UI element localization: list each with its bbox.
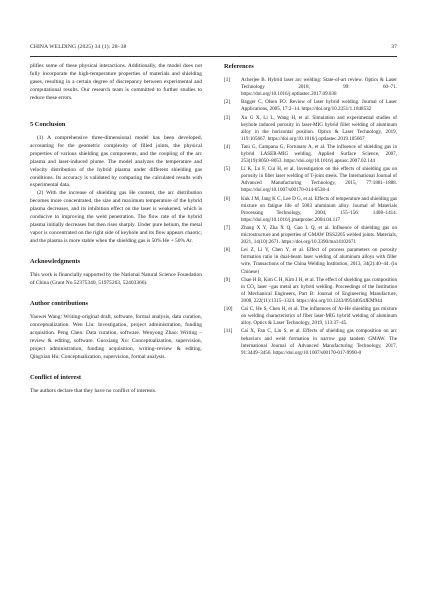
header-rule [30,56,397,57]
acknowledgments-heading: Acknowledgments [30,258,81,266]
reference-text: Bagger C, Olsen FO. Review of laser hybrid welding. Journal of Laser Applications, 2005, 17:2–14. https://doi.org/10.2351/1.1848532 [241,99,397,113]
reference-text: Kuk J M, Jang K C, Lee D G, et al. Effects of temperature and shielding gas mixture on fatigue life of 5083 aluminum alloy. Journal of Materials Processing Technology, 2004, 155–156: 1408–1414. https://doi.org/10.1016/j.jmatprotec.2004.04.117 [241,195,397,223]
reference-number: [9] [224,276,230,283]
reference-number: [7] [224,225,230,232]
conflict-heading: Conflict of interest [30,373,81,381]
reference-item [224,306,397,327]
references-heading: References [224,63,254,70]
author-contributions-heading: Author contributions [30,300,88,308]
reference-item [224,99,397,113]
reference-number: [2] [224,99,230,106]
acknowledgments-text: This work is financially supported by the National Natural Science Foundation of China (Grant No.52375340, 51975263, 52403366). [30,272,202,287]
reference-number: [1] [224,77,230,83]
reference-text: Li K, Lu F, Cui H, et al. Investigation on the effects of shielding gas on porosity in fiber laser welding of T-joint steels. The International Journal of Advanced Manufacturing Technology, 2015, 77:1881–1888. https://doi.org/10.1007/s00170-014-6538-4 [241,166,397,194]
reference-item [224,77,397,98]
reference-text: Cai C, He S, Chen H, et al. The influences of Ar-He shielding gas mixture on welding characteristics of fiber laser-MIG hybrid welding of aluminum alloy. Optics & Laser Technology, 2019, 113:37–45. [241,306,397,327]
reference-number: [10] [224,306,233,313]
discussion-continuation: plifies some of these physical interactions. Additionally, the model does not fully incorporate the high-temperature properties of materials and shielding gases, resulting in a certain degree of discrepancy between experimental and computational results. Our research team is committed to further studies to reduce these errors. [30,63,202,101]
journal-citation: CHINA WELDING (2025) 34 (1): 28–38 [30,44,127,50]
reference-item [224,225,397,246]
right-column [224,63,397,357]
reference-number: [5] [224,166,230,173]
reference-number: [4] [224,143,230,150]
reference-text: Cai X, Fan C, Lin S, et al. Effects of shielding gas composition on arc behaviors and weld formation in narrow gap tandem GMAW. The International Journal of Advanced Manufacturing Technology, 2017, 91:3449–3456. https://doi.org/10.1007/s00170-017-9990-0 [241,328,397,356]
conclusion-heading: 5 Conclusion [30,120,66,128]
reference-number: [6] [224,195,230,202]
reference-text: Chae H B, Kim C H, Kim J H, et al. The effect of shielding gas composition in CO₂ laser –gas metal arc hybrid welding. Proceedings of the Institution of Mechanical Engineers, Part B: Journal of Engineering Manufacture, 2008, 222(11):1315–1324. https://doi.org/10.1243/09544054JEM944 [241,276,397,304]
reference-text: Acherjee B. Hybrid laser arc welding: State-of-art review. Optics & Laser Technology 2018, 99: 60–71. https://doi.org/10.1016/j.optlastec.2017.09.038 [241,77,397,98]
reference-number: [3] [224,114,230,121]
reference-item [224,115,397,143]
reference-number: [8] [224,247,230,254]
reference-item [224,166,397,194]
reference-item [224,144,397,165]
reference-text: Tani G, Campana G, Fortunato A, et al. The influence of shielding gas in hybrid LASER-MIG welding. Applied Surface Science, 2007, 253(19):8050–8053. https://doi.org/10.1016/j.apsusc.2007.02.144 [241,143,397,165]
page-number: 37 [391,44,397,50]
reference-item [224,277,397,305]
conflict-text: The authors declare that they have no conflict of interests. [30,387,157,394]
reference-text: Xu G X, Li L, Wang H, et al. Simulation and experimental studies of keyhole induced porosity in laser-MIG hybrid fillet welding of aluminum alloy in the horizontal position. Optics & Laser Technology, 2019, 119:105667. https://doi.org/10.1016/j.optlastec.2019.105667 [241,114,397,142]
reference-text: Lei Z, Li Y, Chen Y, et al. Effect of process parameters on porosity formation ratio in dual-beam laser welding of aluminum alloys with filler wire. Transactions of the China Welding Institution, 2013, 34(2):40–44. (in Chinese) [241,247,397,275]
running-header [30,44,397,56]
conclusion-paragraph-1: (1) A comprehensive three-dimensional model has been developed, accounting for the geometric complexity of filled joints, the physical properties of various shielding gas components, and the coupling of the arc plasma and laser-induced plume. The model analyzes the temperature and velocity distribution of the hybrid plasma under different shielding gas conditions. Its accuracy is validated by comparing the calculated results with experimental data. [30,134,202,189]
author-contributions-text: Yaowei Wang: Writing-original draft, software, formal analysis, data curation, conceptualization. Wen Liu: Investigation, project administration, funding acquisition. Peng Chen: Data curation, software. Wenyong Zhao: Writing – review & editing, software. Guoxiang Xu: Conceptualization, supervision, project administration, funding acquisition, writing–review & editing. Qingxian Hu: Conceptualization, supervision, formal analysis. [30,314,202,360]
reference-item [224,196,397,224]
reference-text: Zhang X Y, Zha X Q, Gao L Q, et al. Influence of shielding gas on microstructure and properties of GMAW DSS2205 welded joints. Materials, 2021, 14(10):2671. https://doi.org/10.3390/ma14102671 [241,225,397,246]
reference-list [224,77,397,357]
reference-item [224,328,397,356]
reference-number: [11] [224,328,233,335]
left-column [30,63,202,396]
conclusion-paragraph-2: (2) With the increase of shielding gas He content, the arc distribution becomes more concentrated, the size and maximum temperature of the hybrid plasma decreases, and its inhibition effect on the laser is weakened, which is conducive to improving the weld penetration. The flow rate of the hybrid plasma initially decreases but then rises sharply. Under pure helium, the metal vapor is concentrated on the right side of keyhole and its flow appears chaotic, and the plasma is more stable when the shielding gas is 50% He + 50% Ar. [30,190,202,245]
reference-item [224,247,397,275]
